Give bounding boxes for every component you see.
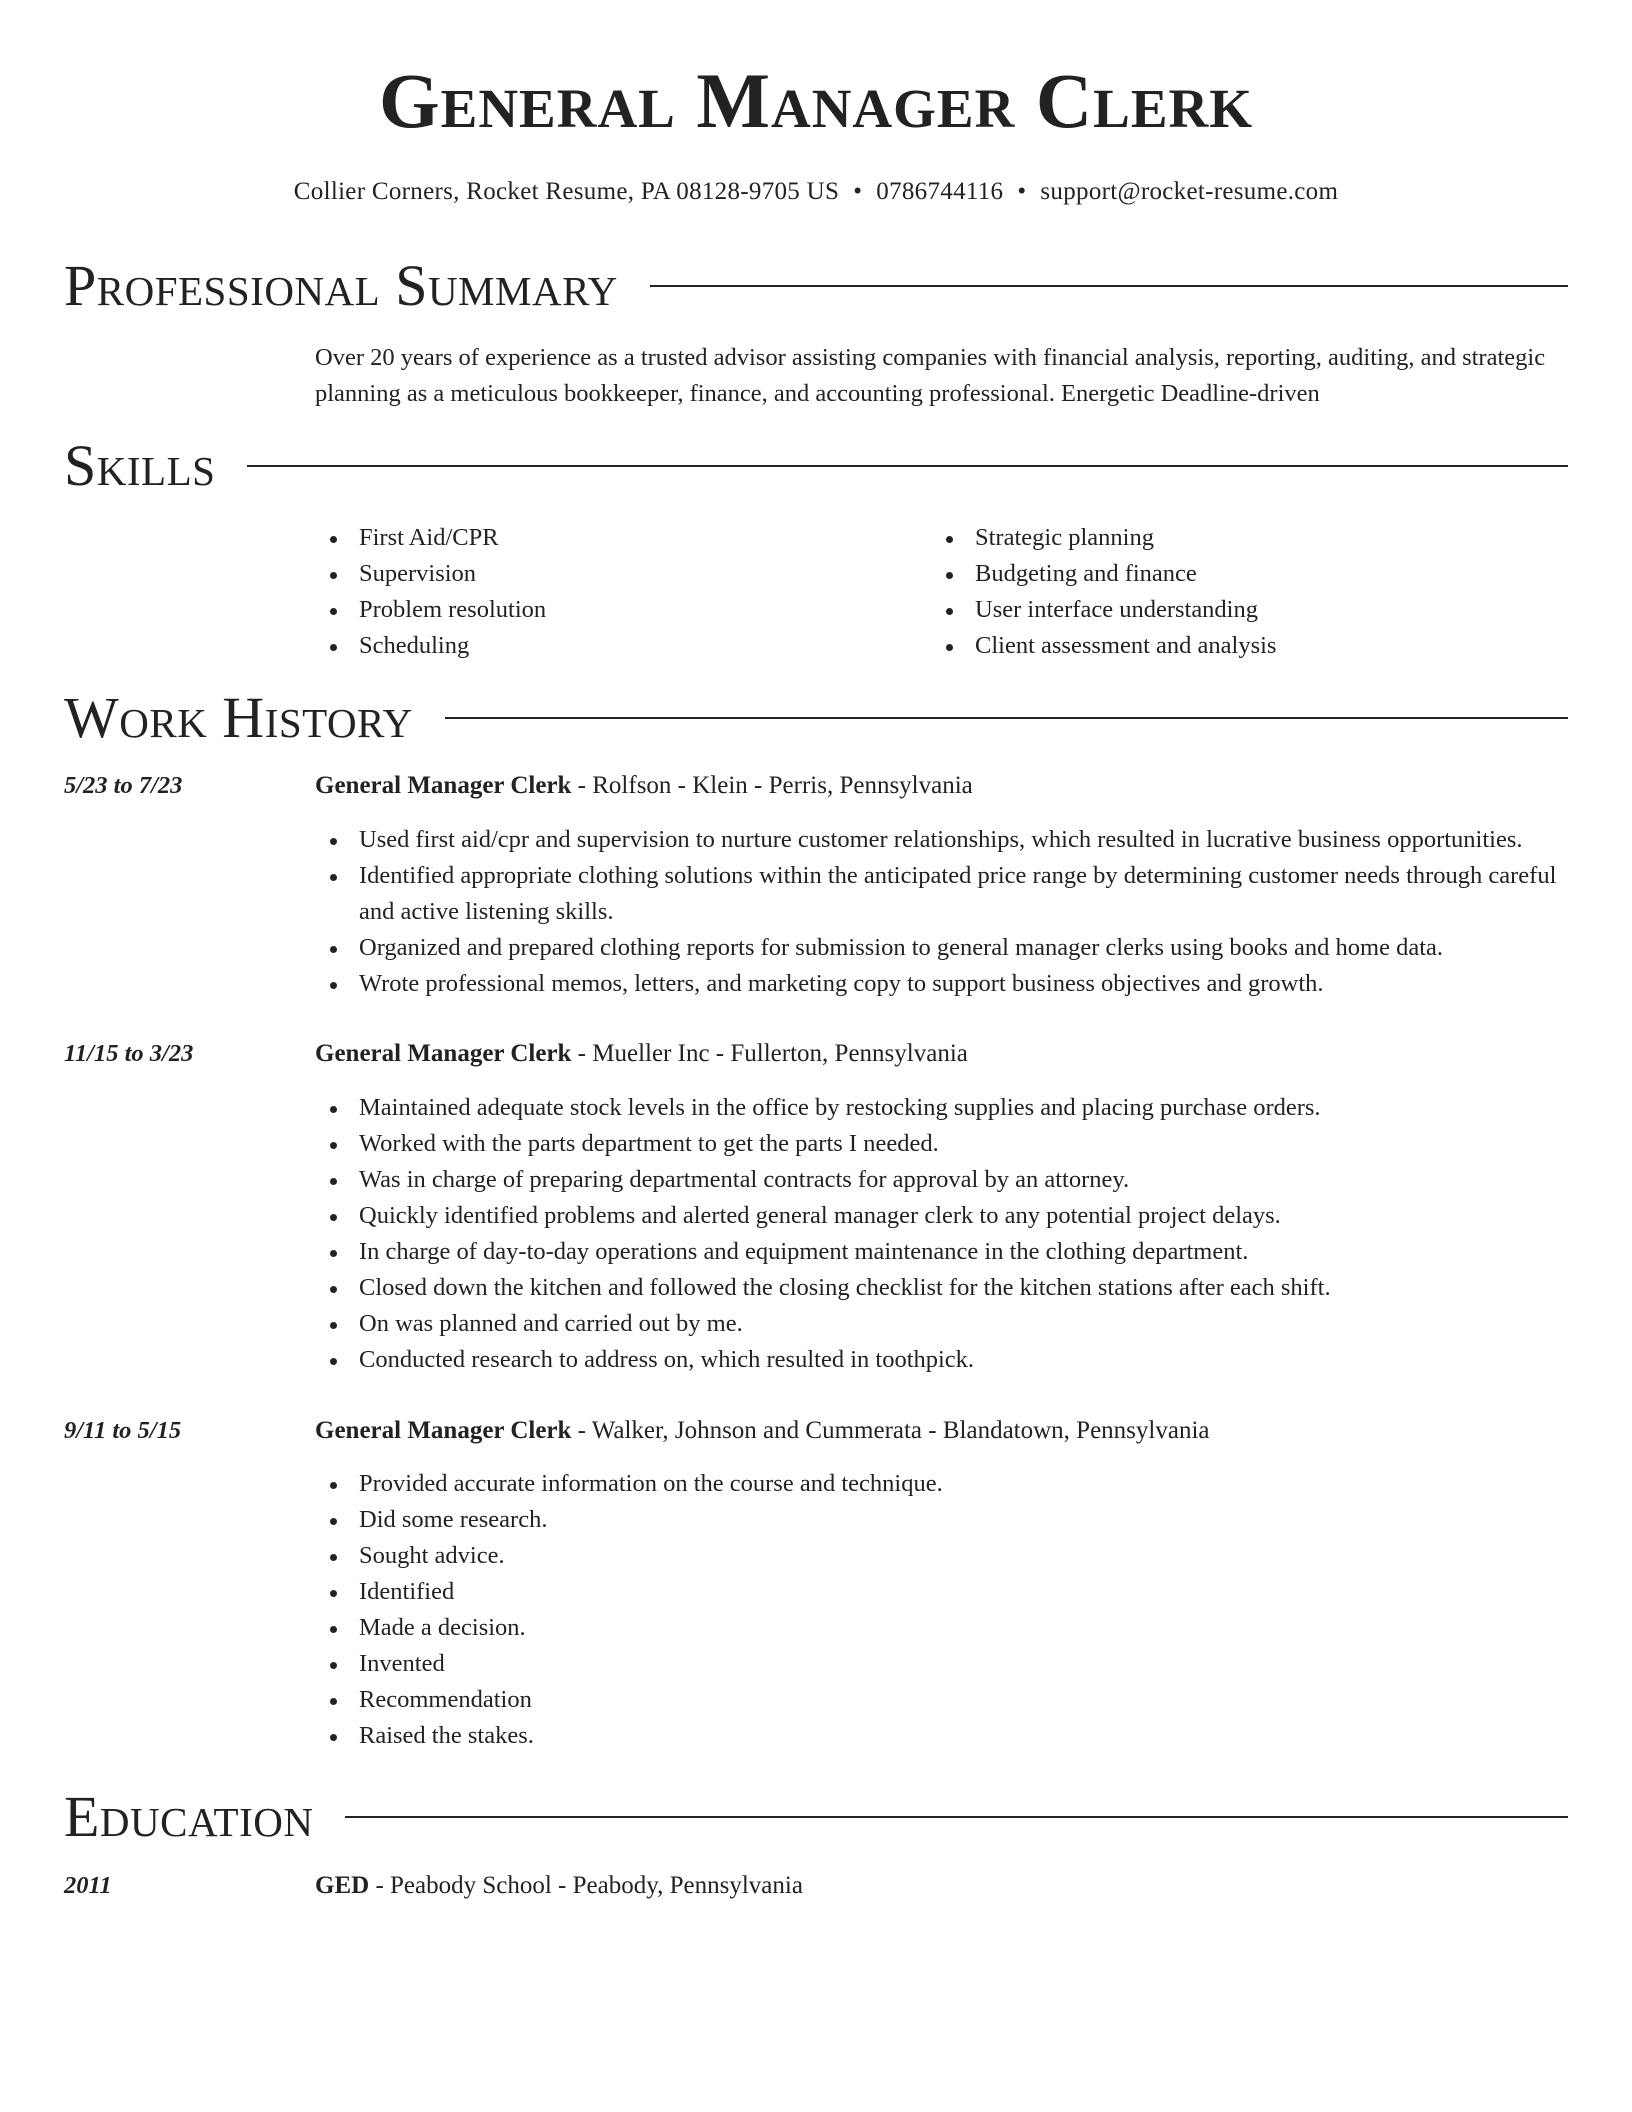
skill-item: Supervision [315, 556, 931, 592]
job-bullets [315, 1090, 1568, 1378]
skill-item: Strategic planning [931, 520, 1547, 556]
skill-item: First Aid/CPR [315, 520, 931, 556]
section-title: Skills [64, 433, 216, 498]
job-bullet: Conducted research to address on, which resulted in toothpick. [315, 1342, 1568, 1378]
section-title: Work History [64, 685, 413, 750]
section-divider [345, 1816, 1568, 1818]
section-divider [445, 717, 1568, 719]
job-employer: - Rolfson - Klein - Perris, Pennsylvania [571, 772, 973, 799]
job-employer: - Mueller Inc - Fullerton, Pennsylvania [571, 1040, 968, 1067]
skills-column-right [931, 520, 1547, 664]
job-role: General Manager Clerk [315, 1417, 572, 1444]
job-bullet: Made a decision. [315, 1610, 1568, 1646]
education-year: 2011 [64, 1872, 112, 1899]
education-section-header [64, 1785, 1568, 1849]
job-bullet: Was in charge of preparing departmental contracts for approval by an attorney. [315, 1162, 1568, 1198]
phone: 0786744116 [876, 178, 1004, 205]
job-bullets [315, 822, 1568, 1002]
job-dates: 11/15 to 3/23 [64, 1040, 194, 1067]
job-bullet: Quickly identified problems and alerted general manager clerk to any potential project delays. [315, 1198, 1568, 1234]
job-bullet: Raised the stakes. [315, 1718, 1568, 1754]
section-divider [650, 285, 1568, 287]
separator: • [853, 178, 863, 205]
skills-section-header [64, 434, 1568, 498]
skill-item: User interface understanding [931, 592, 1547, 628]
skills-column-left [315, 520, 931, 664]
job-bullet: Sought advice. [315, 1538, 1568, 1574]
job-title [315, 768, 973, 804]
education-school: - Peabody School - Peabody, Pennsylvania [369, 1872, 803, 1899]
job-bullet: Identified [315, 1574, 1568, 1610]
job-bullet: On was planned and carried out by me. [315, 1306, 1568, 1342]
job-bullet: Organized and prepared clothing reports for submission to general manager clerks using books and home data. [315, 930, 1568, 966]
skill-item: Problem resolution [315, 592, 931, 628]
section-divider [247, 465, 1568, 467]
job-employer: - Walker, Johnson and Cummerata - Blandatown, Pennsylvania [571, 1417, 1210, 1444]
skill-item: Client assessment and analysis [931, 628, 1547, 664]
job-bullet: Invented [315, 1646, 1568, 1682]
separator: • [1017, 178, 1027, 205]
job-title [315, 1413, 1209, 1449]
summary-section-header [64, 254, 1568, 318]
skill-item: Budgeting and finance [931, 556, 1547, 592]
education-entry [315, 1868, 803, 1904]
job-role: General Manager Clerk [315, 772, 572, 799]
job-bullet: Identified appropriate clothing solutions within the anticipated price range by determining customer needs through careful and active listening skills. [315, 858, 1568, 930]
job-bullet: Provided accurate information on the course and technique. [315, 1466, 1568, 1502]
resume-page [64, 0, 1568, 2112]
resume-name: General Manager Clerk [378, 57, 1254, 144]
job-role: General Manager Clerk [315, 1040, 572, 1067]
section-title: Professional Summary [64, 253, 618, 318]
job-bullet: Maintained adequate stock levels in the office by restocking supplies and placing purchase orders. [315, 1090, 1568, 1126]
job-bullet: Recommendation [315, 1682, 1568, 1718]
job-dates: 5/23 to 7/23 [64, 772, 183, 799]
skill-item: Scheduling [315, 628, 931, 664]
job-bullet: Worked with the parts department to get the parts I needed. [315, 1126, 1568, 1162]
education-degree: GED [315, 1872, 370, 1899]
job-bullet: Did some research. [315, 1502, 1568, 1538]
address: Collier Corners, Rocket Resume, PA 08128-9705 US [293, 178, 840, 205]
job-dates: 9/11 to 5/15 [64, 1417, 182, 1444]
job-bullet: Used first aid/cpr and supervision to nurture customer relationships, which resulted in lucrative business opportunities. [315, 822, 1568, 858]
work-section-header [64, 686, 1568, 750]
summary-text: Over 20 years of experience as a trusted advisor assisting companies with financial analysis, reporting, auditing, and strategic planning as a meticulous bookkeeper, finance, and accounting professional. Energetic Deadline-driven [315, 344, 1546, 407]
email[interactable]: support@rocket-resume.com [1040, 178, 1339, 205]
skills-list [315, 520, 1568, 664]
section-title: Education [64, 1784, 314, 1849]
job-bullet: In charge of day-to-day operations and equipment maintenance in the clothing department. [315, 1234, 1568, 1270]
job-bullets [315, 1466, 1568, 1754]
job-title [315, 1036, 968, 1072]
job-bullet: Closed down the kitchen and followed the closing checklist for the kitchen stations after each shift. [315, 1270, 1568, 1306]
contact-line [64, 176, 1568, 208]
job-bullet: Wrote professional memos, letters, and marketing copy to support business objectives and growth. [315, 966, 1568, 1002]
